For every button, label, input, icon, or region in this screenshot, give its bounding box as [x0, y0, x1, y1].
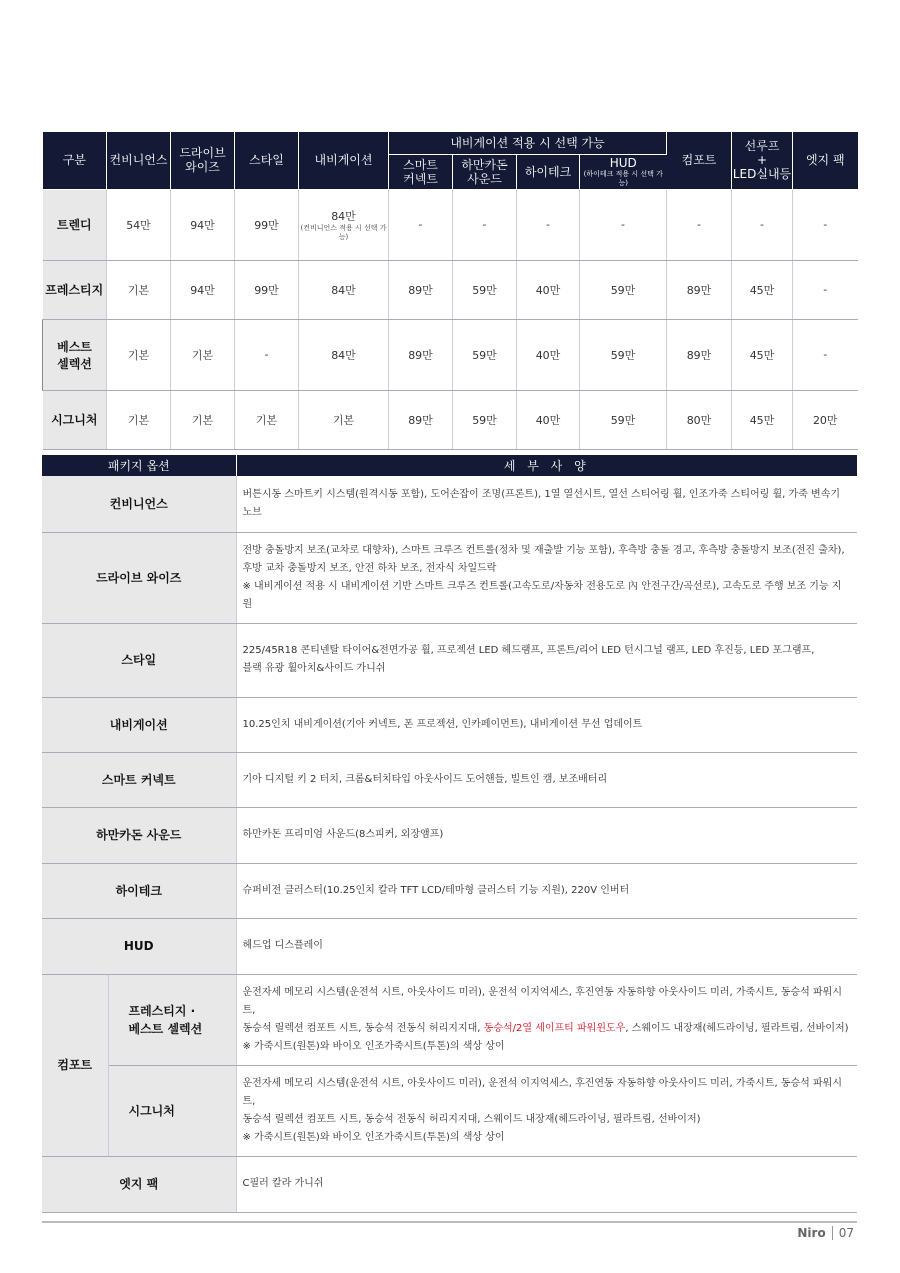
- header-comfort: 컴포트: [667, 132, 732, 189]
- package-row-comfort-prestige: [42, 974, 857, 1065]
- price-cell: 59만: [453, 260, 517, 319]
- header-convenience: 컨비니언스: [107, 132, 171, 189]
- price-cell: 기본: [107, 260, 171, 319]
- package-row-drive-wise: [42, 532, 857, 623]
- price-cell: 40만: [517, 390, 580, 449]
- header-nav-group: 내비게이션 적용 시 선택 가능: [389, 132, 667, 154]
- header-style: 스타일: [235, 132, 299, 189]
- trim-label: 시그니처: [43, 390, 107, 449]
- package-desc: C필러 칼라 가니쉬: [236, 1156, 857, 1212]
- package-row-style: [42, 623, 857, 697]
- price-cell: 80만: [667, 390, 732, 449]
- package-row-hitech: [42, 863, 857, 918]
- header-smart-connect: 스마트 커넥트: [389, 154, 453, 189]
- footer-brand: Niro: [797, 1226, 832, 1240]
- package-label: HUD: [42, 918, 236, 974]
- trim-label: 베스트 셀렉션: [43, 319, 107, 390]
- price-cell: 99만: [235, 189, 299, 260]
- package-table: [42, 455, 857, 1213]
- package-row-hud: [42, 918, 857, 974]
- price-cell: 59만: [580, 319, 667, 390]
- package-desc: 운전자세 메모리 시스템(운전석 시트, 아웃사이드 미러), 운전석 이지억세스, 후진연동 자동하향 아웃사이드 미러, 가죽시트, 동승석 파워시트, 동승석 릴렉션 컴포트 시트, 동승석 전동식 허리지지대, 동승석/2열 세이프티 파워윈도우, 스웨이드 내장재(헤드라이닝, 필라트림, 선바이저) ※ 가죽시트(원톤)와 바이오 인조가죽시트(투톤)의 색상 상이: [236, 974, 857, 1065]
- price-cell: 99만: [235, 260, 299, 319]
- price-cell: 20만: [793, 390, 858, 449]
- package-row-edge-pack: [42, 1156, 857, 1212]
- package-desc: 전방 충돌방지 보조(교차로 대향차), 스마트 크루즈 컨트롤(정차 및 재출발 기능 포함), 후측방 충돌 경고, 후측방 충돌방지 보조(전진 출차), 후방 교차 충돌방지 보조, 안전 하차 보조, 전자식 차일드락 ※ 내비게이션 적용 시 내비게이션 기반 스마트 크루즈 컨트롤(고속도로/자동차 전용도로 內 안전구간/곡선로), 고속도로 주행 보조 기능 지원: [236, 532, 857, 623]
- price-cell: 45만: [732, 260, 793, 319]
- package-sublabel: 시그니처: [108, 1065, 236, 1156]
- package-header-right: 세 부 사 양: [236, 455, 857, 476]
- package-desc: 10.25인치 내비게이션(기아 커넥트, 폰 프로젝션, 인카페이먼트), 내비게이션 무선 업데이트: [236, 697, 857, 752]
- price-cell: 59만: [580, 260, 667, 319]
- package-sublabel: 프레스티지 · 베스트 셀렉션: [108, 974, 236, 1065]
- package-desc: 헤드업 디스플레이: [236, 918, 857, 974]
- package-desc: 225/45R18 콘티넨탈 타이어&전면가공 휠, 프로젝션 LED 헤드램프, 프론트/리어 LED 턴시그널 램프, LED 후진등, LED 포그램프, 블랙 유광 휠아치&사이드 가니쉬: [236, 623, 857, 697]
- price-cell: 89만: [667, 260, 732, 319]
- header-hud: HUD (하이테크 적용 시 선택 가능): [580, 154, 667, 189]
- package-row-smart-connect: [42, 752, 857, 807]
- footer-divider: [42, 1221, 857, 1223]
- package-label-comfort: 컴포트: [42, 974, 108, 1156]
- header-category: 구분: [43, 132, 107, 189]
- price-cell: 기본: [171, 319, 235, 390]
- price-cell: -: [732, 189, 793, 260]
- package-desc: 하만카돈 프리미엄 사운드(8스피커, 외장앰프): [236, 807, 857, 863]
- package-desc: 버튼시동 스마트키 시스템(원격시동 포함), 도어손잡이 조명(프론트), 1열 열선시트, 열선 스티어링 휠, 인조가죽 스티어링 휠, 가죽 변속기 노브: [236, 476, 857, 532]
- price-cell: 40만: [517, 319, 580, 390]
- price-cell: -: [389, 189, 453, 260]
- price-cell: 40만: [517, 260, 580, 319]
- price-cell: -: [453, 189, 517, 260]
- price-cell: -: [793, 260, 858, 319]
- header-navigation: 내비게이션: [299, 132, 389, 189]
- price-cell: 54만: [107, 189, 171, 260]
- package-desc: 운전자세 메모리 시스템(운전석 시트, 아웃사이드 미러), 운전석 이지억세스, 후진연동 자동하향 아웃사이드 미러, 가죽시트, 동승석 파워시트, 동승석 릴렉션 컴포트 시트, 동승석 전동식 허리지지대, 스웨이드 내장재(헤드라이닝, 필라트림, 선바이저) ※ 가죽시트(원톤)와 바이오 인조가죽시트(투톤)의 색상 상이: [236, 1065, 857, 1156]
- price-cell: -: [667, 189, 732, 260]
- package-row-convenience: [42, 476, 857, 532]
- price-row-best-selection: [43, 319, 858, 390]
- price-cell: 59만: [453, 319, 517, 390]
- price-row-prestige: [43, 260, 858, 319]
- package-header-left: 패키지 옵션: [42, 455, 236, 476]
- package-label: 엣지 팩: [42, 1156, 236, 1212]
- price-cell: 89만: [389, 390, 453, 449]
- price-cell: -: [793, 189, 858, 260]
- price-cell: 45만: [732, 319, 793, 390]
- header-harman: 하만카돈 사운드: [453, 154, 517, 189]
- price-cell: 기본: [171, 390, 235, 449]
- price-cell: 45만: [732, 390, 793, 449]
- price-cell: -: [580, 189, 667, 260]
- price-cell-navigation: 84만 (컨비니언스 적용 시 선택 가능): [299, 189, 389, 260]
- price-row-trendy: [43, 189, 858, 260]
- price-cell: 59만: [453, 390, 517, 449]
- price-cell: 59만: [580, 390, 667, 449]
- footer: [797, 1226, 854, 1240]
- price-cell: 84만: [299, 260, 389, 319]
- package-label: 컨비니언스: [42, 476, 236, 532]
- package-label: 스타일: [42, 623, 236, 697]
- price-cell: 94만: [171, 260, 235, 319]
- price-cell: 84만: [299, 319, 389, 390]
- price-cell: -: [235, 319, 299, 390]
- price-cell: 기본: [235, 390, 299, 449]
- price-cell: 89만: [389, 319, 453, 390]
- package-row-harman: [42, 807, 857, 863]
- package-row-navigation: [42, 697, 857, 752]
- header-hitech: 하이테크: [517, 154, 580, 189]
- trim-label: 프레스티지: [43, 260, 107, 319]
- price-cell: -: [517, 189, 580, 260]
- package-label: 스마트 커넥트: [42, 752, 236, 807]
- price-cell: 기본: [299, 390, 389, 449]
- package-label: 내비게이션: [42, 697, 236, 752]
- package-desc: 슈퍼비전 클러스터(10.25인치 칼라 TFT LCD/테마형 클러스터 기능 지원), 220V 인버터: [236, 863, 857, 918]
- price-cell: 94만: [171, 189, 235, 260]
- price-table: [42, 132, 858, 450]
- price-cell: 89만: [667, 319, 732, 390]
- package-label: 하이테크: [42, 863, 236, 918]
- price-cell: 89만: [389, 260, 453, 319]
- package-label: 드라이브 와이즈: [42, 532, 236, 623]
- package-label: 하만카돈 사운드: [42, 807, 236, 863]
- trim-label: 트렌디: [43, 189, 107, 260]
- price-cell: 기본: [107, 390, 171, 449]
- highlight-text: 동승석/2열 세이프티 파워윈도우: [483, 1022, 626, 1034]
- price-cell: 기본: [107, 319, 171, 390]
- header-edge-pack: 엣지 팩: [793, 132, 858, 189]
- package-desc: 기아 디지털 키 2 터치, 크롬&터치타입 아웃사이드 도어핸들, 빌트인 캠, 보조배터리: [236, 752, 857, 807]
- page-number: 07: [838, 1226, 854, 1240]
- header-sunroof: 선루프 + LED실내등: [732, 132, 793, 189]
- header-drive-wise: 드라이브 와이즈: [171, 132, 235, 189]
- price-cell: -: [793, 319, 858, 390]
- package-row-comfort-signature: [42, 1065, 857, 1156]
- price-row-signature: [43, 390, 858, 449]
